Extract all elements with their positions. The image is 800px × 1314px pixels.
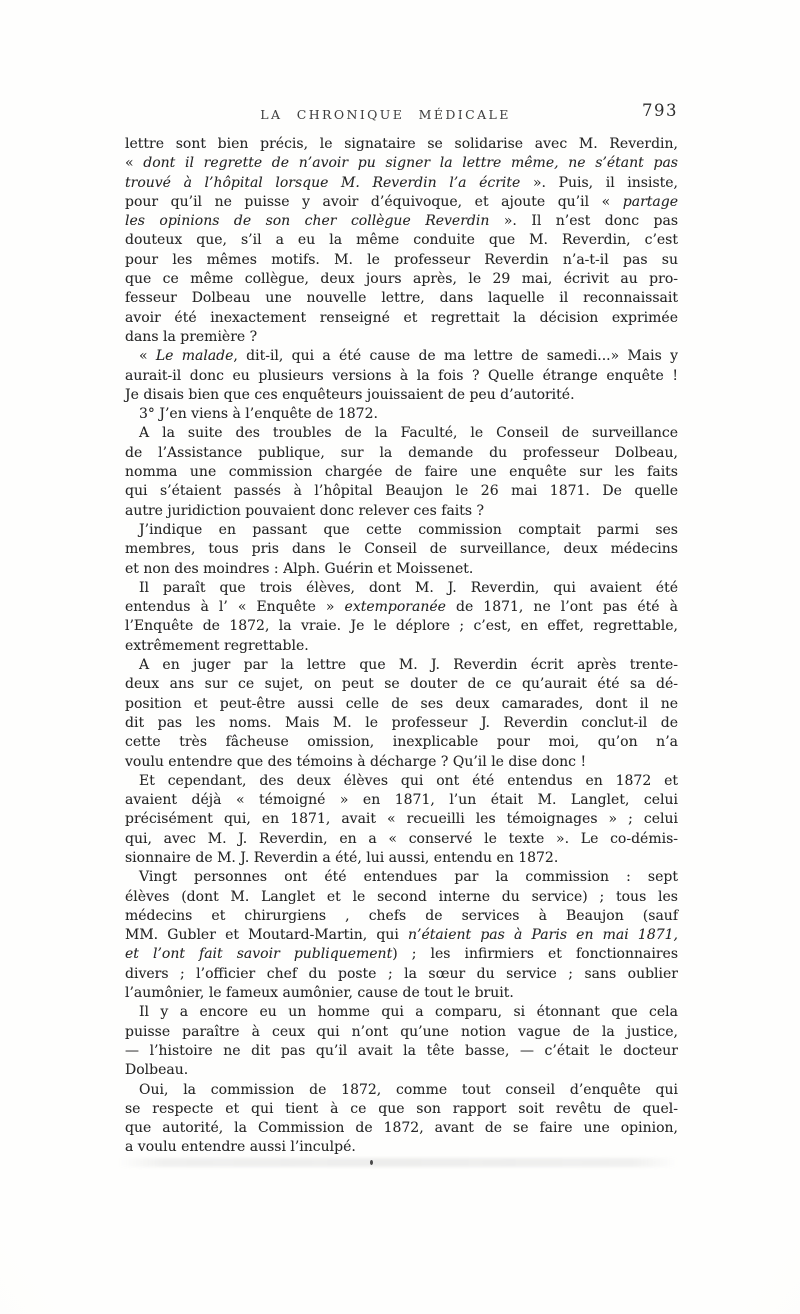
text-segment: « [139,348,156,365]
text-segment: « [125,155,144,172]
text-segment: A la suite des troubles de la Faculté, le Conseil de surveillance [139,425,678,442]
text-segment: avaient déjà « témoigné » en 1871, l’un était M. Langlet, celui [125,792,678,809]
italic-text-segment: Le malade [155,348,234,365]
text-line [125,868,678,887]
text-line [125,907,678,926]
page-body [125,135,678,1158]
italic-text-segment: dont il regrette de n’avoir pu signer la lettre même, ne s’étant pas [143,155,678,172]
text-segment: Je disais bien que ces enquêteurs jouissaient de peu d’autorité. [125,386,575,403]
paragraph [125,1003,678,1080]
text-segment: que ce même collègue, deux jours après, le 29 mai, écrivit au pro- [125,271,678,288]
text-segment: , dit-il, qui a été cause de ma lettre de samedi...» Mais y [233,348,678,365]
page-header [125,103,678,125]
text-segment: qui s’étaient passés à l’hôpital Beaujon le 26 mai 1871. De quelle [125,483,678,500]
text-line [125,791,678,810]
text-segment: de 1871, ne l’ont pas été à [445,599,678,616]
text-line [125,135,678,154]
italic-text-segment: n’étaient pas à Paris en mai 1871, [408,927,678,944]
text-segment: ) ; les infirmiers et fonctionnaires [392,946,679,963]
text-line [125,289,678,308]
text-segment: deux ans sur ce sujet, on peut se douter de ce qu’aurait été sa dé- [125,676,678,693]
text-line [125,733,678,752]
text-line [125,405,678,424]
text-line [125,945,678,964]
italic-text-segment: trouvé à l’hôpital lorsque M. Reverdin l’a écrite [125,174,521,191]
text-line [125,695,678,714]
text-line [125,714,678,733]
text-line [125,521,678,540]
text-segment: autre juridiction pouvaient donc relever ces faits ? [125,502,485,519]
text-segment: l’aumônier, le fameux aumônier, cause de tout le bruit. [125,985,514,1002]
text-line [125,830,678,849]
text-segment: lettre sont bien précis, le signataire se solidarise avec M. Reverdin, [125,136,678,152]
text-segment: et non des moindres : Alph. Guérin et Moissenet. [125,560,474,577]
text-segment: qui, avec M. J. Reverdin, en a « conservé le texte ». Le co-démis- [125,830,678,847]
text-line [125,193,678,212]
text-line [125,540,678,559]
text-segment: cette très fâcheuse omission, inexplicable pour moi, qu’on n’a [125,734,678,751]
text-segment: voulu entendre que des témoins à décharge ? Qu’il le dise donc ! [125,753,587,770]
text-segment: membres, tous pris dans le Conseil de surveillance, deux médecins [125,541,678,558]
text-line [125,1081,678,1100]
text-segment: nomma une commission chargée de faire une enquête sur les faits [125,464,678,481]
text-segment: A en juger par la lettre que M. J. Reverdin écrit après trente- [139,657,678,674]
text-line [125,1061,678,1080]
text-line [125,753,678,772]
ink-speck [370,1160,373,1165]
text-segment: extrêmement regrettable. [125,637,309,654]
text-line [125,424,678,443]
text-line [125,1042,678,1061]
text-segment: J’indique en passant que cette commission comptait parmi ses [139,521,678,538]
text-line [125,598,678,617]
text-line [125,482,678,501]
text-segment: Il paraît que trois élèves, dont M. J. Reverdin, qui avaient été [139,579,678,596]
text-segment: ». Puis, il insiste, [520,174,678,191]
text-line [125,888,678,907]
text-line [125,560,678,579]
text-line [125,1100,678,1119]
text-segment: l’Enquête de 1872, la vraie. Je le déplore ; c’est, en effet, regrettable, [125,618,678,635]
text-line [125,174,678,193]
text-line [125,270,678,289]
text-segment: dit pas les noms. Mais M. le professeur J. Reverdin conclut-il de [125,714,678,731]
text-line [125,617,678,636]
text-segment: ». Il n’est donc pas [489,213,679,230]
text-segment: se respecte et qui tient à ce que son rapport soit revêtu de quel- [125,1100,678,1117]
text-line [125,367,678,386]
text-segment: a voulu entendre aussi l’inculpé. [125,1139,356,1156]
text-segment: douteux que, s’il a eu la même conduite que M. Reverdin, c’est [125,232,678,249]
text-line [125,965,678,984]
text-line [125,926,678,945]
text-line [125,1138,678,1157]
text-line [125,579,678,598]
text-segment: pour les mêmes motifs. M. le professeur Reverdin n’a-t-il pas su [125,251,678,268]
text-line [125,386,678,405]
paragraph [125,347,678,405]
italic-text-segment: extemporanée [344,599,446,616]
italic-text-segment: les opinions de son cher collègue Reverdin [125,213,490,230]
italic-text-segment: et l’ont fait savoir publiquement [125,946,393,963]
paragraph [125,656,678,772]
text-segment: pour qu’il ne puisse y avoir d’équivoque, et ajoute qu’il « [125,193,623,210]
text-line [125,309,678,328]
paragraph [125,424,678,520]
text-line [125,444,678,463]
text-segment: que autorité, la Commission de 1872, avant de se faire une opinion, [125,1120,678,1137]
text-line [125,637,678,656]
text-line [125,675,678,694]
text-line [125,1003,678,1022]
text-line [125,810,678,829]
text-line [125,154,678,173]
text-segment: fesseur Dolbeau une nouvelle lettre, dans laquelle il reconnaissait [125,290,678,307]
text-line [125,502,678,521]
text-segment: avoir été inexactement renseigné et regrettait la décision exprimée [125,309,678,326]
paragraph [125,1081,678,1158]
text-line [125,656,678,675]
paragraph [125,521,678,579]
text-line [125,463,678,482]
paragraph [125,405,678,424]
text-segment: Il y a encore eu un homme qui a comparu, si étonnant que cela [139,1004,678,1021]
text-segment: aurait-il donc eu plusieurs versions à la fois ? Quelle étrange enquête ! [125,367,678,384]
text-segment: divers ; l’officier chef du poste ; la sœur du service ; sans oublier [125,965,678,982]
text-segment: de l’Assistance publique, sur la demande du professeur Dolbeau, [125,444,678,461]
text-line [125,231,678,250]
page-number: 793 [642,101,678,120]
text-segment: entendus à l’ « Enquête » [125,599,345,616]
paragraph [125,579,678,656]
text-segment: Et cependant, des deux élèves qui ont été entendus en 1872 et [139,772,678,789]
text-line [125,251,678,270]
journal-title: LA CHRONIQUE MÉDICALE [260,107,511,122]
bleedthrough-artifact [118,1158,678,1167]
text-line [125,772,678,791]
text-segment: sionnaire de M. J. Reverdin a été, lui aussi, entendu en 1872. [125,849,559,866]
text-line [125,212,678,231]
paragraph [125,135,678,347]
text-segment: puisse paraître à ceux qui n’ont qu’une notion vague de la justice, [125,1023,678,1040]
text-segment: précisément qui, en 1871, avait « recueilli les témoignages » ; celui [125,811,678,828]
text-line [125,1023,678,1042]
text-segment: Oui, la commission de 1872, comme tout conseil d’enquête qui [139,1081,678,1098]
text-line [125,849,678,868]
text-segment: Dolbeau. [125,1062,189,1079]
text-segment: élèves (dont M. Langlet et le second interne du service) ; tous les [125,888,678,905]
italic-text-segment: partage [622,193,678,210]
paragraph [125,772,678,868]
text-segment: position et peut-être aussi celle de ses deux camarades, dont il ne [125,695,678,712]
text-line [125,984,678,1003]
text-segment: MM. Gubler et Moutard-Martin, qui [125,927,409,944]
text-line [125,1119,678,1138]
text-segment: 3° J’en viens à l’enquête de 1872. [139,406,378,423]
text-line [125,328,678,347]
text-segment: médecins et chirurgiens , chefs de services à Beaujon (sauf [125,907,678,924]
text-segment: — l’histoire ne dit pas qu’il avait la tête basse, — c’était le docteur [125,1042,678,1059]
text-line [125,347,678,366]
text-segment: Vingt personnes ont été entendues par la commission : sept [139,869,678,886]
paragraph [125,868,678,1003]
text-segment: dans la première ? [125,328,258,345]
